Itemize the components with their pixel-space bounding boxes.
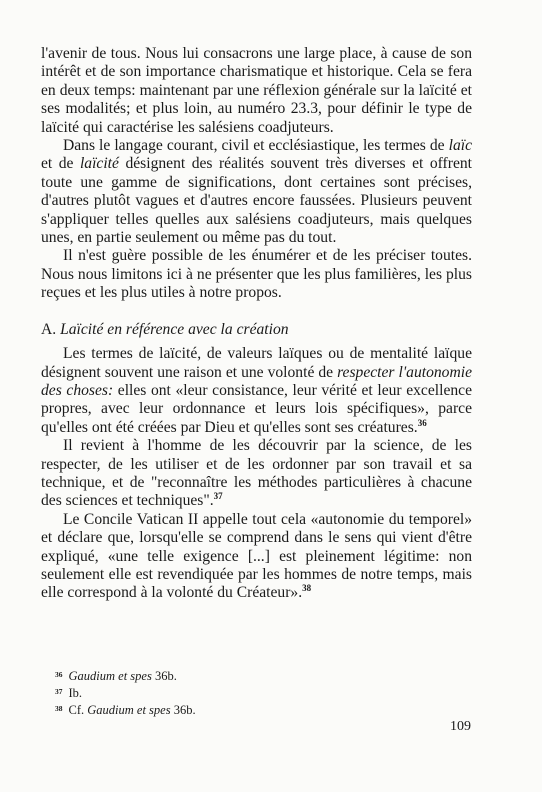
- footnote-prefix: Cf.: [68, 703, 88, 717]
- footnote-source: Gaudium et spes: [87, 703, 171, 717]
- paragraph-1: l'avenir de tous. Nous lui consacrons une large place, à cause de son intérêt et de son importance charismatique et historique. Cela se fera en deux temps: maintenant par une réflexion générale sur la laïcité et ses modalités; et plus loin, au numéro 23.3, pour définir le type de laïcité qui caractérise les salésiens coadjuteurs.: [41, 45, 472, 136]
- footnote-ref-37[interactable]: 37: [213, 491, 223, 502]
- footnote-number: 36: [55, 670, 63, 679]
- section-paragraph-1-part-a: Les termes de laïcité, de valeurs laïques ou de mentalité laïque désignent souvent une raison et une volonté de: [41, 345, 472, 381]
- body-text: [41, 45, 472, 603]
- footnote-38: [55, 702, 455, 719]
- section-paragraph-1: [41, 345, 472, 437]
- footnotes: [55, 668, 455, 719]
- footnote-36: [55, 668, 455, 685]
- footnote-rest: 36b.: [170, 703, 196, 717]
- paragraph-2-part-c: désignent des réalités souvent très diverses et offrent toute une gamme de significations, dont certaines sont précises, d'autres plutôt vagues et d'autres encore faussées. Plusieurs peuvent s'appliquer telles quelles aux salésiens coadjuteurs, mais quelques unes, en partie seulement ou même pas du tout.: [41, 155, 472, 247]
- section-paragraph-2: [41, 437, 472, 511]
- section-paragraph-3-text: Le Concile Vatican II appelle tout cela «autonomie du temporel» et déclare que, lorsqu'elle se comprend dans le sens qui vient d'être expliqué, «une telle exigence [...] est pleinement légitime: non seulement elle est revendiquée par les hommes de notre temps, mais elle correspond à la volonté du Créateur».: [41, 510, 472, 602]
- term-laicite: laïcité: [79, 155, 119, 173]
- paragraph-2-part-a: Dans le langage courant, civil et ecclésiastique, les termes de: [63, 137, 449, 155]
- footnote-source: Gaudium et spes: [68, 669, 152, 683]
- section-paragraph-1-emphasis: respecter l'autonomie des choses:: [41, 363, 472, 399]
- section-paragraph-2-text: Il revient à l'homme de les découvrir par la science, de les respecter, de les utiliser et de les ordonner par son travail et sa technique, et de "reconnaître les méthodes particulières à chacune des sciences et techniques".: [41, 437, 472, 510]
- footnote-number: 38: [55, 704, 63, 713]
- section-paragraph-1-part-b: elles ont «leur consistance, leur vérité et leur excellence propres, avec leur ordonnance et leurs lois spécifiques», parce qu'elles ont été créées par Dieu et qu'elles sont ses créatures.: [41, 381, 472, 436]
- footnote-ref-36[interactable]: 36: [417, 417, 427, 428]
- paragraph-3: Il n'est guère possible de les énumérer et de les préciser toutes. Nous nous limitons ici à ne présenter que les plus familières, les plus reçues et les plus utiles à notre propos.: [41, 247, 472, 302]
- footnote-rest: Ib.: [68, 686, 83, 700]
- page-number: 109: [450, 719, 471, 734]
- section-title: Laïcité en référence avec la création: [60, 320, 289, 338]
- footnote-ref-38[interactable]: 38: [302, 583, 312, 594]
- footnote-rest: 36b.: [151, 669, 177, 683]
- footnote-37: [55, 685, 455, 702]
- paragraph-2-part-b: et de: [41, 155, 80, 173]
- section-heading: [41, 321, 472, 339]
- section-paragraph-3: [41, 511, 472, 603]
- paragraph-2: [41, 137, 472, 247]
- footnote-number: 37: [55, 687, 63, 696]
- term-laic: laïc: [448, 137, 472, 155]
- section-label: A.: [41, 320, 57, 338]
